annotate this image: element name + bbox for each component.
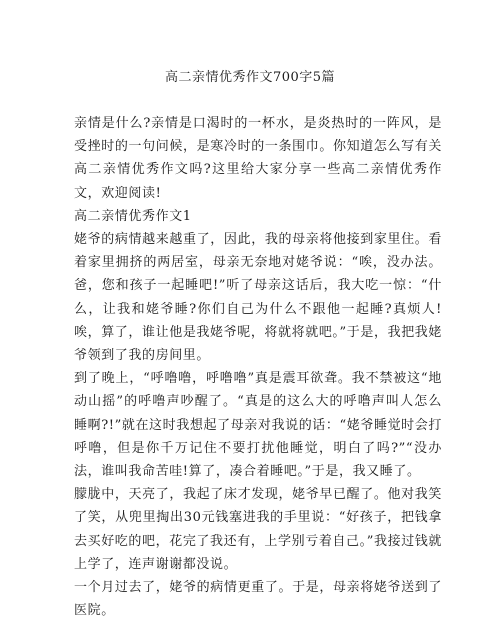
body-paragraph: 朦胧中，天亮了，我起了床才发现，姥爷早已醒了。他对我笑了笑，从兜里掏出30元钱塞进我的手里说：“好孩子，把钱拿去买好吃的吧，花完了我还有，上学别亏着自己。”我接过钱就上学了，连声谢谢都没说。	[74, 487, 442, 572]
intro-paragraph: 亲情是什么?亲情是口渴时的一杯水，是炎热时的一阵风，是受挫时的一句问候，是寒冷时的一条围巾。你知道怎么写有关高二亲情优秀作文吗?这里给大家分享一些高二亲情优秀作文，欢迎阅读!	[74, 116, 442, 201]
body-paragraph: 到了晚上，“呼噜噜，呼噜噜”真是震耳欲聋。我不禁被这“地动山摇”的呼噜声吵醒了。“真是的这么大的呼噜声叫人怎么睡啊?!”就在这时我想起了母亲对我说的话：“姥爷睡觉时会打呼噜，但是你千万记住不要打扰他睡觉，明白了吗?”“没办法，谁叫我命苦哇!算了，凑合着睡吧。”于是，我又睡了。	[74, 371, 442, 480]
body-paragraph: 姥爷的病情越来越重了，因此，我的母亲将他接到家里住。看着家里拥挤的两居室，母亲无奈地对姥爷说：“唉，没办法。爸，您和孩子一起睡吧!”听了母亲这话后，我大吃一惊：“什么，让我和姥爷睡?你们自己为什么不跟他一起睡?真烦人!唉，算了，谁让他是我姥爷呢，将就将就吧。”于是，我把我姥爷领到了我的房间里。	[74, 232, 442, 364]
document-title: 高二亲情优秀作文700字5篇	[164, 70, 336, 85]
section-heading: 高二亲情优秀作文1	[74, 208, 192, 224]
body-paragraph: 一个月过去了，姥爷的病情更重了。于是，母亲将姥爷送到了医院。	[74, 580, 442, 619]
document-body	[74, 112, 442, 622]
